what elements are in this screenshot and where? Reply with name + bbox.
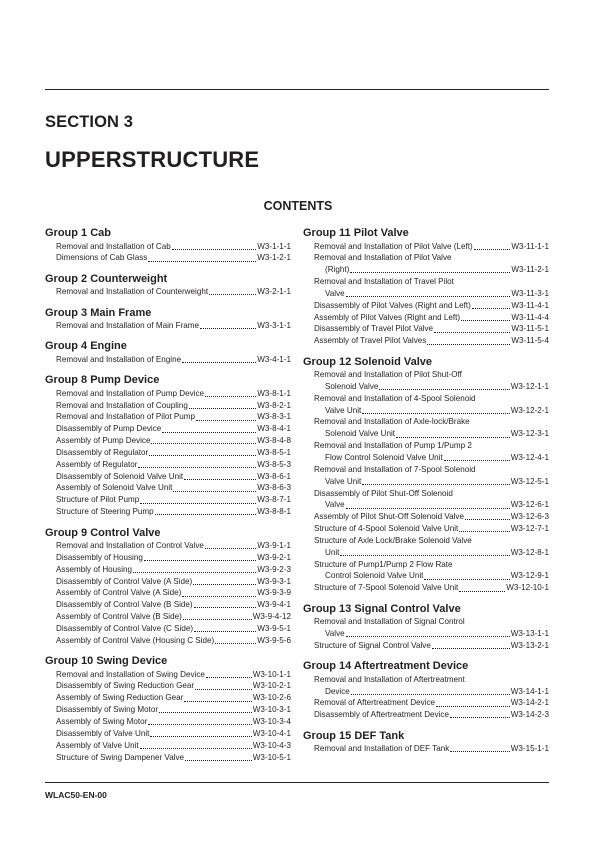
entry-title: Removal and Installation of Counterweight — [56, 287, 209, 297]
entry-title: Disassembly of Swing Reduction Gear — [56, 681, 195, 691]
toc-entry[interactable] — [303, 312, 549, 324]
dot-leader — [140, 503, 256, 504]
entry-title: Valve — [325, 500, 345, 510]
dot-leader — [450, 717, 510, 718]
entry-page-number: W3-8-5-3 — [257, 459, 291, 469]
toc-group — [303, 659, 549, 721]
entry-title: Removal and Installation of Engine — [56, 354, 182, 364]
toc-entry[interactable] — [45, 320, 291, 332]
toc-entry[interactable] — [45, 540, 291, 552]
entry-page-number: W3-8-2-1 — [257, 400, 291, 410]
entry-page-number: W3-1-1-1 — [257, 241, 291, 251]
toc-entry[interactable] — [303, 535, 549, 559]
entry-title: Removal and Installation of Pilot Valve (Left) — [314, 241, 473, 251]
dot-leader — [346, 508, 510, 509]
entry-page-number: W3-14-2-1 — [510, 698, 549, 708]
toc-entry[interactable] — [45, 611, 291, 623]
entry-page-number: W3-8-7-1 — [257, 495, 291, 505]
toc-entry[interactable] — [303, 674, 549, 698]
entry-title: Removal and Installation of Pilot Pump — [56, 412, 196, 422]
toc-entry[interactable] — [45, 669, 291, 681]
entry-title-line: Structure of Axle Lock/Brake Solenoid Valve — [314, 535, 472, 545]
toc-entry[interactable] — [303, 241, 549, 253]
entry-page-number: W3-4-1-1 — [257, 354, 291, 364]
dot-leader — [194, 631, 256, 632]
entry-page-number: W3-8-5-1 — [257, 447, 291, 457]
entry-page-number: W3-9-1-1 — [257, 541, 291, 550]
group-title: Group 15 DEF Tank — [303, 729, 405, 742]
entry-page-number: W3-12-8-1 — [510, 547, 549, 557]
entry-page-number: W3-9-4-1 — [257, 600, 291, 610]
footer-rule — [45, 782, 549, 783]
dot-leader — [159, 712, 252, 713]
toc-entry[interactable] — [45, 241, 291, 253]
dot-leader — [465, 519, 510, 520]
entry-title: Disassembly of Regulator — [56, 447, 149, 457]
entry-page-number: W3-9-4-12 — [252, 612, 291, 622]
toc-entry[interactable] — [45, 423, 291, 435]
entry-title: Valve — [325, 288, 345, 298]
group-title: Group 3 Main Frame — [45, 306, 152, 319]
toc-entry[interactable] — [303, 511, 549, 523]
dot-leader — [184, 479, 256, 480]
toc-entry[interactable] — [45, 623, 291, 635]
group-title: Group 4 Engine — [45, 340, 127, 353]
entry-title: Disassembly of Control Valve (B Side) — [56, 600, 193, 610]
dot-leader — [351, 694, 510, 695]
toc-group — [45, 526, 291, 647]
entry-page-number: W3-12-7-1 — [510, 524, 549, 534]
dot-leader — [195, 689, 252, 690]
toc-entry[interactable] — [303, 743, 549, 755]
entry-page-number: W3-13-2-1 — [510, 640, 549, 650]
toc-entry[interactable] — [303, 559, 549, 583]
toc-entry[interactable] — [45, 716, 291, 728]
toc-group — [303, 602, 549, 652]
dot-leader — [205, 548, 256, 549]
dot-leader — [424, 579, 509, 580]
toc-entry[interactable] — [45, 354, 291, 366]
toc-entry[interactable] — [303, 440, 549, 464]
dot-leader — [172, 249, 257, 250]
entry-page-number: W3-9-5-6 — [257, 635, 291, 645]
entry-title: Assembly of Pilot Valves (Right and Left) — [314, 312, 461, 322]
dot-leader — [205, 396, 256, 397]
toc-entry[interactable] — [45, 447, 291, 459]
group-title: Group 12 Solenoid Valve — [303, 355, 432, 368]
entry-title: (Right) — [325, 265, 350, 275]
entry-title: Removal and Installation of Main Frame — [56, 321, 200, 331]
entry-title-line: Removal and Installation of Pilot Valve — [314, 253, 452, 263]
dot-leader — [151, 443, 256, 444]
group-title: Group 13 Signal Control Valve — [303, 602, 461, 615]
dot-leader — [182, 362, 256, 363]
entry-page-number: W3-15-1-1 — [510, 744, 549, 754]
entry-page-number: W3-11-4-1 — [511, 300, 549, 310]
entry-title: Device — [325, 686, 350, 696]
entry-title: Removal and Installation of Coupling — [56, 400, 188, 410]
dot-leader — [149, 455, 256, 456]
entry-title: Assembly of Swing Reduction Gear — [56, 693, 184, 703]
entry-title: Structure of Swing Dampener Valve — [56, 752, 185, 762]
entry-page-number: W3-12-1-1 — [510, 381, 549, 391]
dot-leader — [459, 531, 509, 532]
entry-title: Assembly of Swing Motor — [56, 716, 148, 726]
entry-title-line: Removal and Installation of Axle-lock/Brake — [314, 417, 470, 427]
entry-page-number: W3-10-2-6 — [252, 693, 291, 703]
entry-title-line: Removal and Installation of Aftertreatment — [314, 674, 465, 684]
entry-page-number: W3-14-2-3 — [510, 710, 549, 720]
entry-page-number: W3-12-6-3 — [510, 512, 549, 522]
toc-entry[interactable] — [45, 587, 291, 599]
dot-leader — [148, 724, 251, 725]
toc-left-column — [45, 226, 291, 771]
entry-page-number: W3-9-3-1 — [257, 576, 291, 586]
toc-group — [45, 272, 291, 298]
entry-page-number: W3-12-6-1 — [510, 500, 549, 510]
toc-entry[interactable] — [45, 388, 291, 400]
entry-title: Assembly of Control Valve (A Side) — [56, 588, 182, 598]
entry-title: Assembly of Housing — [56, 564, 133, 574]
entry-title: Removal and Installation of Cab — [56, 241, 171, 251]
entry-page-number: W3-14-1-1 — [510, 686, 549, 696]
entry-title: Control Solenoid Valve Unit — [325, 571, 424, 581]
entry-title-line: Removal and Installation of Signal Control — [314, 617, 465, 627]
entry-title-line: Disassembly of Pilot Shut-Off Solenoid — [314, 488, 453, 498]
entry-page-number: W3-1-2-1 — [257, 253, 291, 263]
toc-entry[interactable] — [303, 416, 549, 440]
toc-entry[interactable] — [45, 752, 291, 764]
dot-leader — [133, 572, 256, 573]
entry-title: Disassembly of Travel Pilot Valve — [314, 324, 434, 334]
entry-title: Assembly of Pilot Shut-Off Solenoid Valve — [314, 512, 464, 522]
entry-title: Solenoid Valve — [325, 381, 379, 391]
toc-group — [303, 355, 549, 595]
entry-page-number: W3-8-3-1 — [257, 412, 291, 422]
entry-page-number: W3-8-4-8 — [257, 436, 291, 446]
entry-title-line: Structure of Pump1/Pump 2 Flow Rate — [314, 559, 453, 569]
dot-leader — [427, 344, 510, 345]
entry-title: Removal and Installation of Control Valve — [56, 541, 204, 550]
dot-leader — [436, 706, 510, 707]
entry-title: Solenoid Valve Unit — [325, 429, 396, 439]
group-title: Group 1 Cab — [45, 227, 112, 239]
entry-page-number: W3-9-5-1 — [257, 623, 291, 633]
toc-group — [45, 306, 291, 332]
entry-page-number: W3-10-2-1 — [252, 681, 291, 691]
dot-leader — [173, 491, 256, 492]
entry-page-number: W3-11-2-1 — [511, 265, 549, 275]
entry-title: Removal of Aftertreatment Device — [314, 698, 436, 708]
dot-leader — [461, 320, 510, 321]
entry-page-number: W3-11-4-4 — [511, 312, 549, 322]
toc-entry[interactable] — [45, 680, 291, 692]
group-title: Group 10 Swing Device — [45, 655, 168, 668]
toc-entry[interactable] — [45, 692, 291, 704]
entry-title: Disassembly of Swing Motor — [56, 705, 159, 715]
toc-entry[interactable] — [303, 709, 549, 721]
entry-page-number: W3-10-4-3 — [252, 740, 291, 750]
toc-entry[interactable] — [303, 523, 549, 535]
dot-leader — [474, 249, 511, 250]
toc-entry[interactable] — [303, 582, 549, 594]
entry-page-number: W3-9-2-3 — [257, 564, 291, 574]
toc-entry[interactable] — [303, 393, 549, 417]
entry-page-number: W3-12-3-1 — [510, 429, 549, 439]
group-title: Group 14 Aftertreatment Device — [303, 660, 469, 673]
entry-title: Assembly of Travel Pilot Valves — [314, 336, 427, 346]
dot-leader — [140, 748, 252, 749]
dot-leader — [206, 677, 252, 678]
toc-entry[interactable] — [45, 564, 291, 576]
entry-page-number: W3-13-1-1 — [510, 628, 549, 638]
entry-page-number: W3-10-3-1 — [252, 705, 291, 715]
toc-entry[interactable] — [303, 276, 549, 300]
dot-leader — [184, 701, 251, 702]
entry-page-number: W3-9-3-9 — [257, 588, 291, 598]
dot-leader — [182, 596, 256, 597]
entry-title: Structure of Steering Pump — [56, 507, 154, 517]
entry-page-number: W3-11-1-1 — [511, 241, 549, 251]
group-title: Group 9 Control Valve — [45, 526, 161, 539]
dot-leader — [144, 560, 256, 561]
entry-title-line: Removal and Installation of Travel Pilot — [314, 277, 454, 287]
toc-entry[interactable] — [45, 728, 291, 740]
section-title: UPPERSTRUCTURE — [45, 147, 260, 172]
entry-page-number: W3-12-9-1 — [510, 571, 549, 581]
toc-entry[interactable] — [303, 464, 549, 488]
dot-leader — [194, 607, 257, 608]
entry-page-number: W3-11-5-4 — [511, 336, 549, 346]
group-title: Group 11 Pilot Valve — [303, 227, 409, 239]
entry-title: Structure of Signal Control Valve — [314, 640, 431, 650]
toc-entry[interactable] — [303, 335, 549, 347]
dot-leader — [379, 389, 509, 390]
entry-title-line: Removal and Installation of Pump 1/Pump 2 — [314, 441, 472, 451]
toc-right-column — [303, 226, 549, 762]
contents-heading: CONTENTS — [263, 199, 333, 213]
toc-entry[interactable] — [45, 471, 291, 483]
dot-leader — [340, 555, 509, 556]
entry-page-number: W3-9-2-1 — [257, 552, 291, 562]
entry-page-number: W3-2-1-1 — [257, 287, 291, 297]
entry-title: Disassembly of Housing — [56, 552, 143, 562]
toc-entry[interactable] — [45, 599, 291, 611]
dot-leader — [162, 432, 256, 433]
toc-entry[interactable] — [45, 482, 291, 494]
entry-page-number: W3-8-4-1 — [257, 424, 291, 434]
entry-title-line: Removal and Installation of 7-Spool Solenoid — [314, 464, 476, 474]
entry-title: Structure of 7-Spool Solenoid Valve Unit — [314, 583, 459, 593]
toc-group — [303, 226, 549, 347]
toc-entry[interactable] — [45, 494, 291, 506]
entry-title: Removal and Installation of DEF Tank — [314, 744, 450, 754]
entry-page-number: W3-11-3-1 — [511, 288, 549, 298]
dot-leader — [346, 296, 511, 297]
dot-leader — [396, 437, 510, 438]
dot-leader — [444, 460, 510, 461]
entry-title: Assembly of Control Valve (Housing C Side) — [56, 635, 215, 645]
toc-entry[interactable] — [303, 323, 549, 335]
group-title: Group 8 Pump Device — [45, 374, 160, 387]
toc-group — [45, 226, 291, 264]
dot-leader — [155, 514, 257, 515]
entry-title: Assembly of Valve Unit — [56, 740, 139, 750]
entry-page-number: W3-10-1-1 — [252, 669, 291, 679]
entry-title: Disassembly of Control Valve (A Side) — [56, 576, 193, 586]
dot-leader — [150, 736, 251, 737]
entry-title: Disassembly of Valve Unit — [56, 728, 150, 738]
entry-title: Unit — [325, 547, 340, 557]
entry-title: Dimensions of Cab Glass — [56, 253, 148, 263]
dot-leader — [185, 760, 252, 761]
entry-title: Disassembly of Pilot Valves (Right and Left) — [314, 300, 471, 310]
toc-entry[interactable] — [303, 640, 549, 652]
dot-leader — [200, 328, 256, 329]
entry-title: Disassembly of Solenoid Valve Unit — [56, 471, 184, 481]
dot-leader — [189, 408, 256, 409]
toc-group — [303, 729, 549, 755]
toc-entry[interactable] — [45, 411, 291, 423]
entry-title: Disassembly of Aftertreatment Device — [314, 710, 449, 720]
entry-page-number: W3-10-4-1 — [252, 728, 291, 738]
entry-title-line: Removal and Installation of Pilot Shut-Off — [314, 370, 462, 380]
entry-title: Assembly of Solenoid Valve Unit — [56, 483, 173, 493]
entry-page-number: W3-12-5-1 — [510, 476, 549, 486]
section-label: SECTION 3 — [45, 113, 134, 131]
toc-entry[interactable] — [45, 704, 291, 716]
entry-page-number: W3-10-3-4 — [252, 716, 291, 726]
entry-title: Valve Unit — [325, 405, 362, 415]
toc-entry[interactable] — [45, 400, 291, 412]
dot-leader — [432, 648, 510, 649]
toc-entry[interactable] — [45, 435, 291, 447]
toc-entry[interactable] — [303, 369, 549, 393]
toc-group — [45, 654, 291, 763]
entry-page-number: W3-8-8-1 — [257, 507, 291, 517]
toc-entry[interactable] — [303, 252, 549, 276]
entry-page-number: W3-10-5-1 — [252, 752, 291, 762]
entry-title-line: Removal and Installation of 4-Spool Solenoid — [314, 393, 476, 403]
group-title: Group 2 Counterweight — [45, 272, 168, 285]
footer-document-code: WLAC50-EN-00 — [45, 790, 107, 800]
entry-title: Removal and Installation of Swing Device — [56, 669, 205, 679]
entry-page-number: W3-12-2-1 — [510, 405, 549, 415]
entry-page-number: W3-8-1-1 — [257, 388, 291, 398]
top-rule — [45, 89, 549, 90]
dot-leader — [193, 584, 256, 585]
entry-title: Assembly of Regulator — [56, 459, 138, 469]
entry-page-number: W3-11-5-1 — [511, 324, 549, 334]
entry-title: Disassembly of Pump Device — [56, 424, 162, 434]
entry-title: Assembly of Pump Device — [56, 436, 151, 446]
toc-entry[interactable] — [45, 506, 291, 518]
entry-title: Valve Unit — [325, 476, 362, 486]
toc-entry[interactable] — [45, 552, 291, 564]
entry-title: Valve — [325, 628, 345, 638]
toc-entry[interactable] — [303, 488, 549, 512]
dot-leader — [450, 751, 510, 752]
dot-leader — [215, 643, 256, 644]
entry-page-number: W3-12-10-1 — [506, 583, 549, 593]
toc-entry[interactable] — [303, 616, 549, 640]
entry-title: Disassembly of Control Valve (C Side) — [56, 623, 194, 633]
toc-group — [45, 373, 291, 518]
entry-page-number: W3-12-4-1 — [510, 453, 549, 462]
toc-entry[interactable] — [303, 697, 549, 709]
dot-leader — [362, 484, 509, 485]
dot-leader — [472, 308, 511, 309]
toc-entry[interactable] — [45, 576, 291, 588]
entry-title: Flow Control Solenoid Valve Unit — [325, 453, 443, 462]
toc-group — [45, 339, 291, 365]
dot-leader — [459, 591, 505, 592]
entry-title: Structure of 4-Spool Solenoid Valve Unit — [314, 524, 459, 534]
dot-leader — [362, 413, 509, 414]
entry-title: Assembly of Control Valve (B Side) — [56, 612, 182, 622]
entry-page-number: W3-8-6-3 — [257, 483, 291, 493]
dot-leader — [138, 467, 256, 468]
toc-entry[interactable] — [45, 635, 291, 647]
dot-leader — [209, 294, 256, 295]
dot-leader — [350, 272, 510, 273]
dot-leader — [434, 332, 510, 333]
toc-entry[interactable] — [45, 459, 291, 471]
entry-page-number: W3-3-1-1 — [257, 321, 291, 331]
dot-leader — [196, 420, 256, 421]
dot-leader — [183, 619, 252, 620]
toc-entry[interactable] — [45, 252, 291, 264]
toc-entry[interactable] — [45, 740, 291, 752]
toc-entry[interactable] — [303, 300, 549, 312]
entry-title: Removal and Installation of Pump Device — [56, 388, 205, 398]
toc-entry[interactable] — [45, 286, 291, 298]
dot-leader — [346, 636, 510, 637]
entry-title: Structure of Pilot Pump — [56, 495, 140, 505]
entry-page-number: W3-8-6-1 — [257, 471, 291, 481]
dot-leader — [148, 261, 256, 262]
